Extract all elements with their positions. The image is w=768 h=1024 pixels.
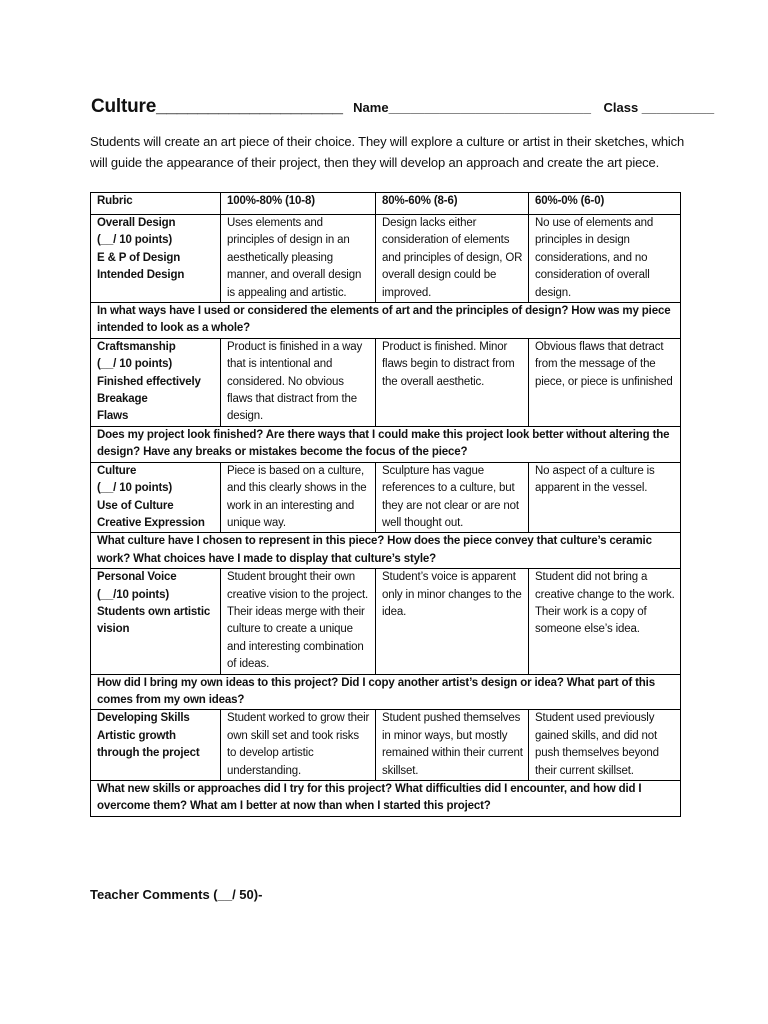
rubric-row	[91, 569, 681, 674]
reflection-question: Does my project look finished? Are there ways that I could make this project look better without altering the design? Have any breaks or mistakes become the focus of the piece?	[91, 426, 681, 462]
rubric-criteria-high: Student worked to grow their own skill set and took risks to develop artistic understanding.	[221, 710, 376, 781]
reflection-question-row	[91, 303, 681, 339]
reflection-question-row	[91, 781, 681, 817]
rubric-criteria-low: No aspect of a culture is apparent in the vessel.	[529, 462, 681, 533]
rubric-criteria-high: Product is finished in a way that is intentional and considered. No obvious flaws that distract from the design.	[221, 338, 376, 426]
reflection-question-row	[91, 426, 681, 462]
rubric-criteria-high: Piece is based on a culture, and this clearly shows in the work in an interesting and unique way.	[221, 462, 376, 533]
reflection-question: What new skills or approaches did I try for this project? What difficulties did I encounter, and how did I overcome them? What am I better at now than when I started this project?	[91, 781, 681, 817]
rubric-criteria-mid: Sculpture has vague references to a culture, but they are not clear or are not well thought out.	[376, 462, 529, 533]
rubric-criteria-mid: Student pushed themselves in minor ways, but mostly remained within their current skillset.	[376, 710, 529, 781]
rubric-criteria-low: No use of elements and principles in design considerations, and no consideration of overall design.	[529, 215, 681, 303]
rubric-row	[91, 710, 681, 781]
teacher-comments: Teacher Comments (__/ 50)-	[90, 887, 263, 902]
rubric-category: Craftsmanship (__/ 10 points) Finished effectively Breakage Flaws	[91, 338, 221, 426]
rubric-criteria-mid: Design lacks either consideration of elements and principles of design, OR overall design could be improved.	[376, 215, 529, 303]
rubric-body	[91, 193, 681, 817]
reflection-question: What culture have I chosen to represent in this piece? How does the piece convey that culture’s ceramic work? What choices have I made to display that culture’s style?	[91, 533, 681, 569]
rubric-criteria-low: Student did not bring a creative change to the work. Their work is a copy of someone else’s idea.	[529, 569, 681, 674]
rubric-category: Developing Skills Artistic growth through the project	[91, 710, 221, 781]
rubric-criteria-mid: Student’s voice is apparent only in minor changes to the idea.	[376, 569, 529, 674]
rubric-row	[91, 215, 681, 303]
rubric-table	[90, 192, 681, 817]
rubric-category: Personal Voice (__/10 points) Students own artistic vision	[91, 569, 221, 674]
rubric-category: Culture (__/ 10 points) Use of Culture Creative Expression	[91, 462, 221, 533]
rubric-category: Overall Design (__/ 10 points) E & P of Design Intended Design	[91, 215, 221, 303]
reflection-question: In what ways have I used or considered the elements of art and the principles of design? How was my piece intended to look as a whole?	[91, 303, 681, 339]
rubric-row	[91, 338, 681, 426]
name-field-label: Name____________________________	[353, 100, 592, 115]
rubric-row	[91, 462, 681, 533]
header-mid: 80%-60% (8-6)	[376, 193, 529, 215]
rubric-criteria-high: Student brought their own creative vision to the project. Their ideas merge with their culture to create a unique and interesting combination of ideas.	[221, 569, 376, 674]
header-high: 100%-80% (10-8)	[221, 193, 376, 215]
reflection-question-row	[91, 533, 681, 569]
rubric-criteria-low: Student used previously gained skills, and did not push themselves beyond their current skillset.	[529, 710, 681, 781]
reflection-question-row	[91, 674, 681, 710]
rubric-header-row	[91, 193, 681, 215]
rubric-criteria-low: Obvious flaws that detract from the message of the piece, or piece is unfinished	[529, 338, 681, 426]
header	[91, 96, 715, 124]
reflection-question: How did I bring my own ideas to this project? Did I copy another artist’s design or idea? What part of this comes from my own ideas?	[91, 674, 681, 710]
header-low: 60%-0% (6-0)	[529, 193, 681, 215]
class-field-label: Class __________	[603, 100, 715, 115]
rubric-criteria-high: Uses elements and principles of design in an aesthetically pleasing manner, and overall design is appealing and artistic.	[221, 215, 376, 303]
header-rubric: Rubric	[91, 193, 221, 215]
rubric-criteria-mid: Product is finished. Minor flaws begin to distract from the overall aesthetic.	[376, 338, 529, 426]
culture-title: Culture__________________	[91, 96, 343, 117]
intro-paragraph: Students will create an art piece of their choice. They will explore a culture or artist in their sketches, which will guide the appearance of their project, then they will develop an approach and create the art piece.	[90, 134, 685, 170]
